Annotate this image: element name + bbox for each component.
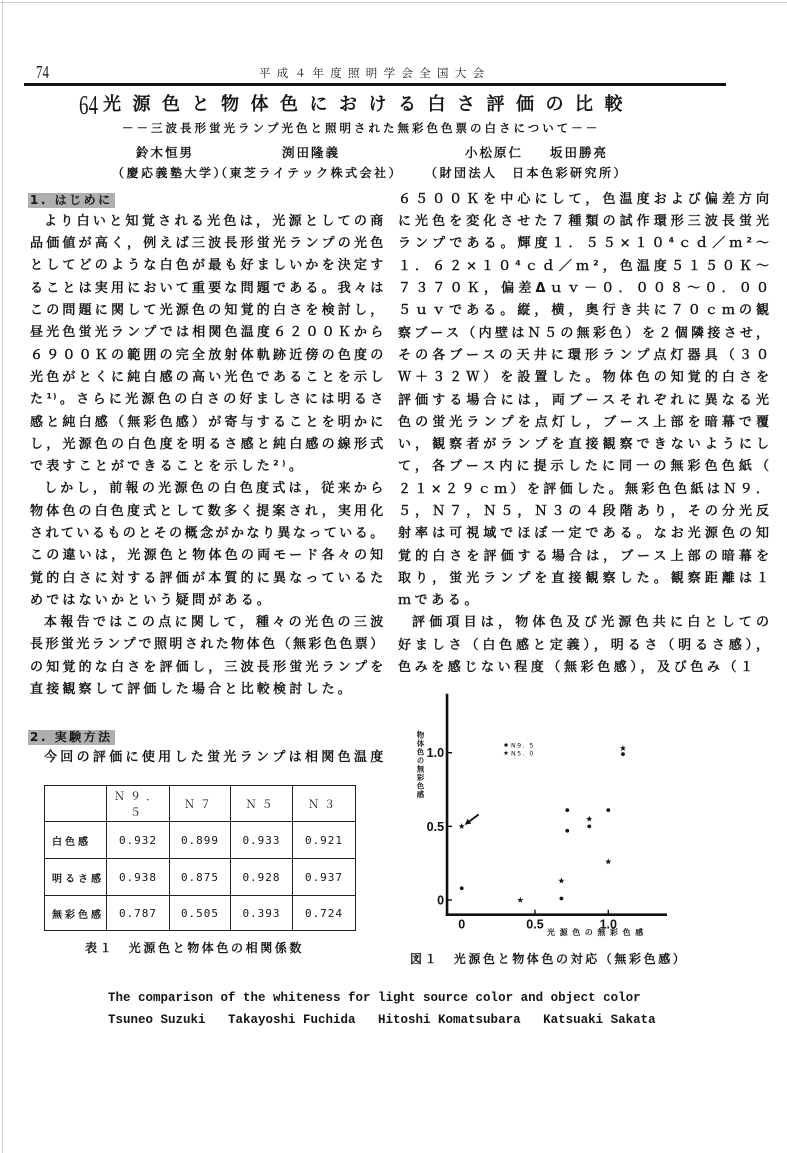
introduction-body — [30, 211, 384, 702]
legend — [504, 742, 535, 757]
text-line: し，光源色の白色度を明るさ感と純白感の線形式 — [30, 436, 384, 452]
row-label: 白色感 — [45, 822, 107, 859]
author-name: 坂田勝亮 — [550, 145, 609, 160]
paper-subtitle: －－三波長形蛍光ランプ光色と照明された無彩色色票の白さについて－－ — [122, 121, 601, 135]
text-line: ２１×２９ｃｍ）を評価した。無彩色色紙はＮ９． — [398, 481, 770, 497]
data-point-n5-0 — [620, 745, 626, 751]
table-header-row — [45, 786, 356, 822]
table-cell: 0.933 — [231, 822, 293, 859]
scan-edge-top — [0, 2, 787, 3]
column-header: Ｎ９．５ — [107, 786, 170, 822]
figure-caption: 図１ 光源色と物体色の対応（無彩色感） — [410, 952, 688, 966]
table-cell: 0.937 — [293, 859, 356, 896]
text-line: ５ｕｖである。縦，横，奥行き共に７０ｃｍの観 — [398, 303, 770, 319]
affiliation: （東芝ライテック株式会社） — [215, 166, 404, 180]
y-axis-title: 物体色の無彩色感 — [416, 731, 425, 799]
section-heading-introduction: 1. はじめに — [30, 193, 113, 207]
text-line: ６９００Ｋの範囲の完全放射体軌跡近傍の色度の — [30, 347, 384, 363]
method-body-left — [30, 747, 384, 769]
text-line: 色の蛍光ランプを点灯し，ブース上部を暗幕で覆 — [398, 414, 770, 430]
text-line: い，観察者がランプを直接観察できないようにし — [398, 437, 770, 453]
table-corner-cell — [45, 786, 107, 822]
text-line: た¹⁾。さらに光源色の白さの好ましさには明るさ — [30, 392, 384, 408]
affiliation: （慶応義塾大学） — [112, 166, 229, 180]
method-body-right — [398, 189, 770, 680]
legend-star-marker — [504, 750, 509, 755]
table-cell: 0.938 — [107, 859, 170, 896]
table-cell: 0.921 — [293, 822, 356, 859]
y-tick-label: 0.5 — [426, 819, 445, 834]
text-line: て，各ブース内に提示したに同一の無彩色色紙（ — [398, 459, 770, 475]
correlation-table — [44, 785, 356, 931]
text-line: ｍである。 — [398, 593, 482, 609]
annotation-arrow-shaft — [469, 814, 479, 822]
text-line: ランプである。輝度１．５５×１０⁴ｃｄ／ｍ²～ — [398, 236, 770, 252]
english-authors: Tsuneo Suzuki Takayoshi Fuchida Hitoshi Komatsubara Katsuaki Sakata — [108, 1013, 656, 1027]
data-point-n9-5 — [606, 808, 610, 812]
data-point-n5-0 — [459, 823, 465, 829]
text-line: ５，Ｎ７，Ｎ５，Ｎ３の４段階あり，その分光反 — [398, 504, 770, 519]
text-line: 射率は可視域でほぼ一定である。なお光源色の知 — [398, 526, 770, 542]
legend-label-n5-0: N5. 0 — [511, 750, 535, 758]
header-rule — [24, 83, 726, 86]
x-tick-label: 0.5 — [526, 917, 544, 932]
text-line: より白いと知覚される光色は，光源としての商 — [44, 213, 384, 229]
affiliation: （財団法人 日本色彩研究所） — [425, 166, 629, 180]
text-line: 覚的白さに対する評価が本質的に異なっているた — [30, 570, 384, 586]
text-line: しかし，前報の光源色の白色度式は，従来から — [44, 481, 384, 497]
author-name: 小松原仁 — [465, 145, 524, 160]
text-line: の知覚的な白さを評価し，三波長形蛍光ランプを — [30, 659, 384, 675]
text-line: 品価値が高く，例えば三波長形蛍光ランプの光色 — [30, 236, 384, 252]
table-cell: 0.928 — [231, 859, 293, 896]
table-cell: 0.932 — [107, 822, 170, 859]
text-line: この違いは，光源色と物体色の両モード各々の知 — [30, 548, 384, 564]
column-header: Ｎ３ — [293, 786, 356, 822]
data-point-n9-5 — [460, 886, 464, 890]
text-line: 光色がとくに純白感の高い光色であることを示し — [30, 369, 384, 385]
column-header: Ｎ７ — [170, 786, 231, 822]
text-line: 取り，蛍光ランプを直接観察した。観察距離は１ — [398, 570, 770, 586]
text-line: されているものとその概念がかなり異なっている。 — [30, 526, 384, 541]
text-line: 長形蛍光ランプで照明された物体色（無彩色色票） — [30, 637, 384, 653]
x-tick-label: 1.0 — [599, 917, 617, 932]
data-point-n5-0 — [586, 816, 592, 822]
data-point-n9-5 — [621, 752, 625, 756]
text-line: 覚的白さを評価する場合は，ブース上部の暗幕を — [398, 548, 770, 564]
table-row — [45, 896, 356, 931]
legend-dot-marker — [504, 743, 507, 746]
text-line: 感と純白感（無彩色感）が寄与することを明かに — [30, 414, 384, 430]
data-point-n9-5 — [559, 897, 563, 901]
text-line: めではないかという疑問がある。 — [30, 592, 274, 608]
section-heading-method: 2. 実験方法 — [30, 730, 113, 744]
legend-label-n9-5: N9. 5 — [511, 742, 535, 750]
figure-1-scatter-plot — [400, 690, 700, 940]
table-caption: 表１ 光源色と物体色の相関係数 — [85, 941, 305, 955]
table-cell: 0.724 — [293, 896, 356, 931]
table-row — [45, 859, 356, 896]
paper-number: 64 — [79, 90, 98, 120]
author-name: 鈴木恒男 — [136, 145, 195, 160]
text-line: 評価する場合には，両ブースそれぞれに異なる光 — [398, 392, 770, 408]
text-line: 本報告ではこの点に関して，種々の光色の三波 — [44, 615, 384, 631]
author-name: 渕田隆義 — [282, 145, 341, 160]
y-tick-label: 0 — [437, 893, 445, 908]
text-line: ６５００Ｋを中心にして，色温度および偏差方向 — [398, 191, 770, 207]
text-line: 色みを感じない程度（無彩色感），及び色み（１ — [398, 660, 757, 676]
table-row — [45, 822, 356, 859]
column-header: Ｎ５ — [231, 786, 293, 822]
text-line: 評価項目は，物体色及び光源色共に白としての — [412, 615, 770, 631]
text-line: に光色を変化させた７種類の試作環形三波長蛍光 — [398, 214, 770, 230]
table-cell: 0.787 — [107, 896, 170, 931]
row-label: 無彩色感 — [45, 896, 107, 931]
data-point-n5-0 — [605, 858, 611, 864]
text-line: 今回の評価に使用した蛍光ランプは相関色温度 — [44, 749, 384, 765]
text-line: 物体色の白色度式として数多く提案され，実用化 — [30, 503, 384, 519]
data-point-n5-0 — [517, 897, 523, 903]
scan-edge-left — [2, 0, 3, 1153]
text-line: １．６２×１０⁴ｃｄ／ｍ²，色温度５１５０Ｋ～ — [398, 258, 770, 274]
page-number: 74 — [36, 62, 49, 82]
table-cell: 0.875 — [170, 859, 231, 896]
text-line: 昼光色蛍光ランプでは相関色温度６２００Ｋから — [30, 325, 384, 341]
data-point-n5-0 — [558, 878, 564, 884]
y-tick-label: 1.0 — [426, 746, 445, 761]
text-line: としてどのような白色が最も好ましいかを決定す — [30, 258, 384, 274]
data-point-n9-5 — [565, 808, 569, 812]
text-line: この問題に関して光源色の知覚的白さを検討し， — [30, 303, 384, 319]
text-line: で表すことができることを示した²⁾。 — [30, 459, 306, 475]
x-tick-label: 0 — [458, 917, 466, 932]
text-line: その各ブースの天井に環形ランプ点灯器具（３０ — [398, 347, 770, 363]
conference-name: 平成４年度照明学会全国大会 — [259, 66, 491, 80]
x-axis-title: 光源色の無彩色感 — [547, 928, 648, 937]
table-cell: 0.899 — [170, 822, 231, 859]
text-line: 察ブース（内壁はＮ５の無彩色）を２個隣接させ， — [398, 325, 770, 341]
text-line: ７３７０Ｋ，偏差Δｕｖ－０．００８～０．００ — [398, 281, 770, 297]
table-cell: 0.505 — [170, 896, 231, 931]
data-point-n9-5 — [565, 829, 569, 833]
text-line: 直接観察して評価した場合と比較検討した。 — [30, 682, 355, 698]
text-line: Ｗ＋３２Ｗ）を設置した。物体色の知覚的白さを — [398, 370, 770, 386]
table-cell: 0.393 — [231, 896, 293, 931]
paper-title: 光源色と物体色における白さ評価の比較 — [103, 94, 634, 115]
text-line: ることは実用において重要な問題である。我々は — [30, 280, 384, 296]
english-title: The comparison of the whiteness for light source color and object color — [108, 991, 641, 1005]
text-line: 好ましさ（白色感と定義），明るさ（明るさ感）， — [398, 637, 770, 653]
data-point-n9-5 — [587, 824, 591, 828]
row-label: 明るさ感 — [45, 859, 107, 896]
